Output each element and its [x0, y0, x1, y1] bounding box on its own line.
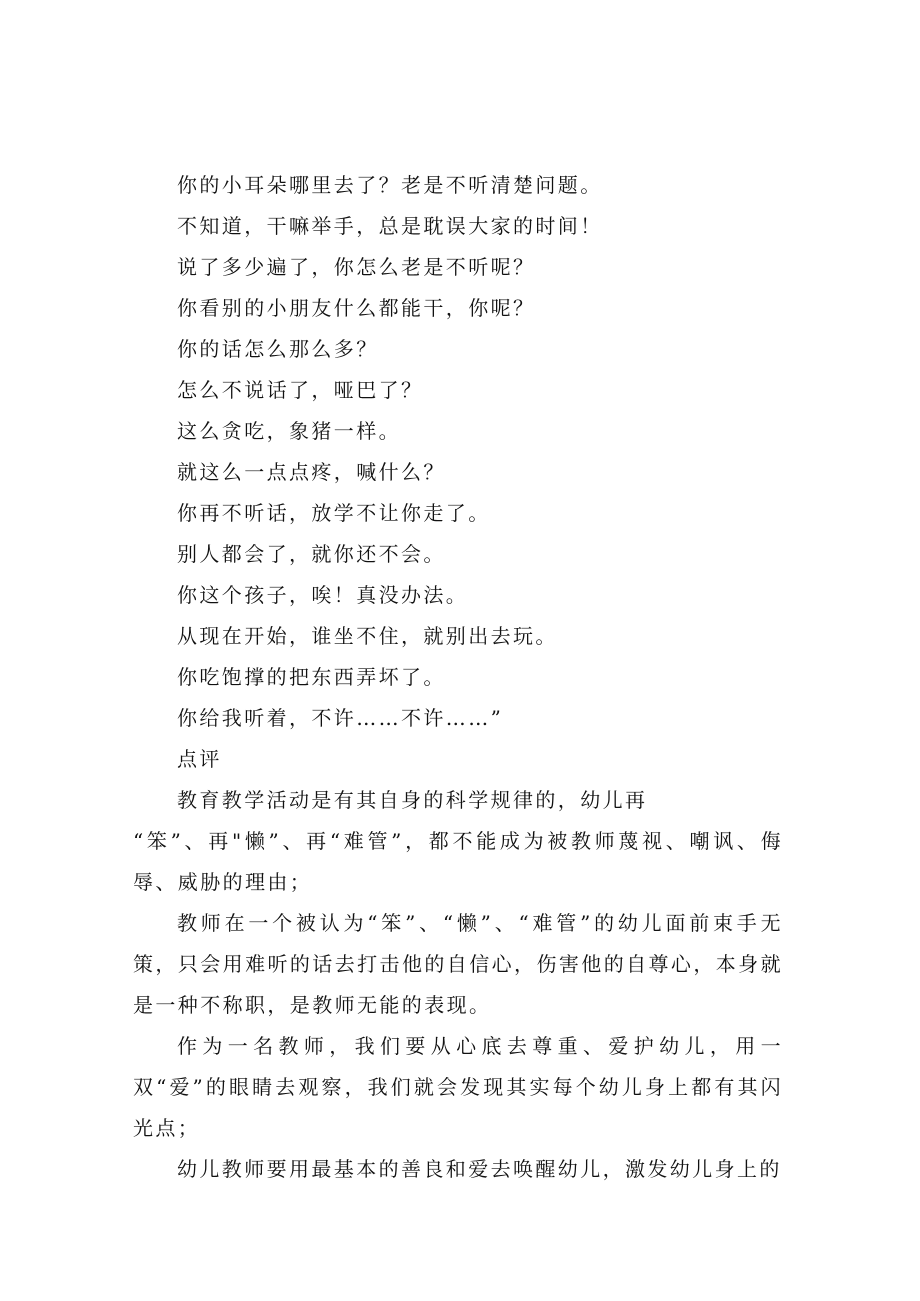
quote-line-8: 就这么一点点疼，喊什么？	[177, 460, 446, 484]
section-heading-comment: 点评	[177, 747, 222, 771]
quote-line-3: 说了多少遍了，你怎么老是不听呢？	[177, 255, 536, 279]
paragraph-1-continued: “笨”、再"懒”、再“难管”，都不能成为被教师蔑视、嘲讽、侮辱、威胁的理由；	[133, 829, 783, 894]
paragraph-3: 作为一名教师，我们要从心底去尊重、爱护幼儿，用一双“爱”的眼睛去观察，我们就会发现其实每个幼儿身上都有其闪光点；	[133, 1034, 783, 1140]
document-body	[133, 165, 783, 1190]
quote-line-14: 你给我听着，不许……不许……”	[177, 706, 504, 730]
quote-line-2: 不知道，干嘛举手，总是耽误大家的时间！	[177, 214, 603, 238]
quote-line-6: 怎么不说话了，哑巴了？	[177, 378, 424, 402]
quote-line-9: 你再不听话，放学不让你走了。	[177, 501, 491, 525]
quote-line-10: 别人都会了，就你还不会。	[177, 542, 446, 566]
quote-line-5: 你的话怎么那么多？	[177, 337, 379, 361]
quote-line-11: 你这个孩子，唉！真没办法。	[177, 583, 469, 607]
quote-line-13: 你吃饱撑的把东西弄坏了。	[177, 665, 446, 689]
quote-line-4: 你看别的小朋友什么都能干，你呢？	[177, 296, 536, 320]
quote-line-7: 这么贪吃，象猪一样。	[177, 419, 401, 443]
paragraph-4: 幼儿教师要用最基本的善良和爱去唤醒幼儿，激发幼儿身上的	[177, 1157, 782, 1181]
paragraph-2: 教师在一个被认为“笨”、“懒”、“难管”的幼儿面前束手无策，只会用难听的话去打击他的自信心，伤害他的自尊心，本身就是一种不称职，是教师无能的表现。	[133, 911, 783, 1017]
paragraph-1-first-line: 教育教学活动是有其自身的科学规律的，幼儿再	[177, 788, 648, 812]
quote-line-12: 从现在开始，谁坐不住，就别出去玩。	[177, 624, 558, 648]
quote-line-1: 你的小耳朵哪里去了？老是不听清楚问题。	[177, 173, 603, 197]
